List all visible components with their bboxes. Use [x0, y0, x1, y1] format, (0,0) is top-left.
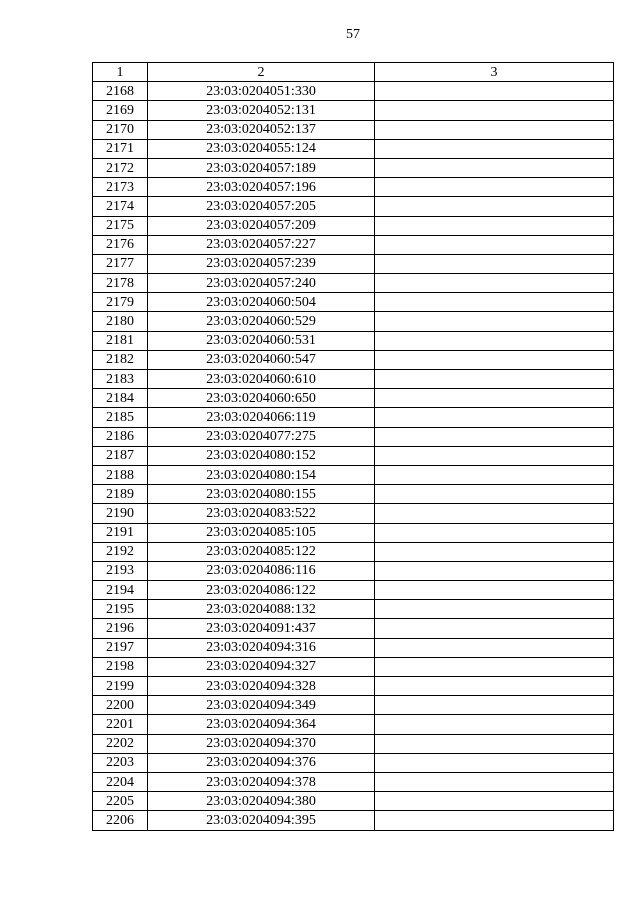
cadastral-number-cell: 23:03:0204094:380: [148, 792, 375, 811]
row-number-cell: 2171: [93, 139, 148, 158]
note-cell: [375, 216, 614, 235]
table-row: [93, 657, 614, 676]
table-row: [93, 216, 614, 235]
cadastral-number-cell: 23:03:0204057:205: [148, 197, 375, 216]
note-cell: [375, 139, 614, 158]
note-cell: [375, 465, 614, 484]
cadastral-number-cell: 23:03:0204060:531: [148, 331, 375, 350]
row-number-cell: 2181: [93, 331, 148, 350]
table-row: [93, 446, 614, 465]
table-row: [93, 638, 614, 657]
cadastral-number-cell: 23:03:0204080:155: [148, 485, 375, 504]
note-cell: [375, 600, 614, 619]
note-cell: [375, 638, 614, 657]
cadastral-number-cell: 23:03:0204060:547: [148, 350, 375, 369]
cadastral-number-cell: 23:03:0204077:275: [148, 427, 375, 446]
table-row: [93, 235, 614, 254]
note-cell: [375, 254, 614, 273]
cadastral-number-cell: 23:03:0204055:124: [148, 139, 375, 158]
row-number-cell: 2179: [93, 293, 148, 312]
note-cell: [375, 523, 614, 542]
note-cell: [375, 485, 614, 504]
note-cell: [375, 427, 614, 446]
table-row: [93, 254, 614, 273]
table-row: [93, 312, 614, 331]
note-cell: [375, 312, 614, 331]
cadastral-number-cell: 23:03:0204066:119: [148, 408, 375, 427]
table-row: [93, 465, 614, 484]
cadastral-number-cell: 23:03:0204094:316: [148, 638, 375, 657]
cadastral-number-cell: 23:03:0204094:376: [148, 753, 375, 772]
cadastral-number-cell: 23:03:0204094:364: [148, 715, 375, 734]
cadastral-number-cell: 23:03:0204060:529: [148, 312, 375, 331]
note-cell: [375, 158, 614, 177]
table-row: [93, 734, 614, 753]
cadastral-number-cell: 23:03:0204060:610: [148, 370, 375, 389]
note-cell: [375, 657, 614, 676]
cadastral-number-cell: 23:03:0204086:116: [148, 561, 375, 580]
table-row: [93, 581, 614, 600]
row-number-cell: 2172: [93, 158, 148, 177]
cadastral-number-cell: 23:03:0204080:154: [148, 465, 375, 484]
table-row: [93, 485, 614, 504]
row-number-cell: 2184: [93, 389, 148, 408]
cadastral-number-cell: 23:03:0204057:227: [148, 235, 375, 254]
table-row: [93, 82, 614, 101]
row-number-cell: 2176: [93, 235, 148, 254]
note-cell: [375, 696, 614, 715]
row-number-cell: 2183: [93, 370, 148, 389]
row-number-cell: 2189: [93, 485, 148, 504]
table-row: [93, 178, 614, 197]
table-row: [93, 753, 614, 772]
note-cell: [375, 753, 614, 772]
cadastral-number-cell: 23:03:0204051:330: [148, 82, 375, 101]
row-number-cell: 2170: [93, 120, 148, 139]
row-number-cell: 2196: [93, 619, 148, 638]
table-row: [93, 561, 614, 580]
cadastral-number-cell: 23:03:0204052:137: [148, 120, 375, 139]
note-cell: [375, 408, 614, 427]
table-row: [93, 331, 614, 350]
table-header: [93, 63, 614, 82]
row-number-cell: 2191: [93, 523, 148, 542]
cadastral-number-cell: 23:03:0204057:189: [148, 158, 375, 177]
cadastral-number-cell: 23:03:0204052:131: [148, 101, 375, 120]
cadastral-number-cell: 23:03:0204094:395: [148, 811, 375, 830]
note-cell: [375, 389, 614, 408]
row-number-cell: 2198: [93, 657, 148, 676]
column-header-1: 1: [93, 63, 148, 82]
table-row: [93, 293, 614, 312]
note-cell: [375, 82, 614, 101]
row-number-cell: 2178: [93, 274, 148, 293]
cadastral-number-cell: 23:03:0204094:378: [148, 772, 375, 791]
table-row: [93, 158, 614, 177]
note-cell: [375, 350, 614, 369]
cadastral-number-cell: 23:03:0204057:209: [148, 216, 375, 235]
note-cell: [375, 274, 614, 293]
cadastral-number-cell: 23:03:0204094:328: [148, 677, 375, 696]
row-number-cell: 2185: [93, 408, 148, 427]
column-header-3: 3: [375, 63, 614, 82]
row-number-cell: 2200: [93, 696, 148, 715]
header-row: [93, 63, 614, 82]
row-number-cell: 2204: [93, 772, 148, 791]
cadastral-number-cell: 23:03:0204086:122: [148, 581, 375, 600]
cadastral-number-cell: 23:03:0204057:239: [148, 254, 375, 273]
table-row: [93, 504, 614, 523]
note-cell: [375, 715, 614, 734]
cadastral-number-cell: 23:03:0204085:105: [148, 523, 375, 542]
table-row: [93, 120, 614, 139]
table-row: [93, 523, 614, 542]
note-cell: [375, 446, 614, 465]
registry-table: [92, 62, 614, 831]
note-cell: [375, 561, 614, 580]
table-row: [93, 139, 614, 158]
row-number-cell: 2201: [93, 715, 148, 734]
row-number-cell: 2205: [93, 792, 148, 811]
cadastral-number-cell: 23:03:0204085:122: [148, 542, 375, 561]
table-row: [93, 370, 614, 389]
row-number-cell: 2168: [93, 82, 148, 101]
table-row: [93, 696, 614, 715]
row-number-cell: 2173: [93, 178, 148, 197]
note-cell: [375, 120, 614, 139]
table-row: [93, 101, 614, 120]
cadastral-number-cell: 23:03:0204057:196: [148, 178, 375, 197]
row-number-cell: 2177: [93, 254, 148, 273]
cadastral-number-cell: 23:03:0204091:437: [148, 619, 375, 638]
note-cell: [375, 504, 614, 523]
table-row: [93, 715, 614, 734]
note-cell: [375, 101, 614, 120]
table-row: [93, 772, 614, 791]
page-number: 57: [346, 27, 360, 42]
cadastral-number-cell: 23:03:0204088:132: [148, 600, 375, 619]
row-number-cell: 2206: [93, 811, 148, 830]
cadastral-number-cell: 23:03:0204080:152: [148, 446, 375, 465]
row-number-cell: 2192: [93, 542, 148, 561]
table-row: [93, 408, 614, 427]
note-cell: [375, 581, 614, 600]
table-row: [93, 389, 614, 408]
table-body: [93, 82, 614, 830]
cadastral-number-cell: 23:03:0204094:370: [148, 734, 375, 753]
row-number-cell: 2169: [93, 101, 148, 120]
row-number-cell: 2186: [93, 427, 148, 446]
row-number-cell: 2193: [93, 561, 148, 580]
table-row: [93, 350, 614, 369]
row-number-cell: 2175: [93, 216, 148, 235]
table-row: [93, 274, 614, 293]
cadastral-number-cell: 23:03:0204060:650: [148, 389, 375, 408]
row-number-cell: 2197: [93, 638, 148, 657]
cadastral-number-cell: 23:03:0204083:522: [148, 504, 375, 523]
table-row: [93, 542, 614, 561]
note-cell: [375, 178, 614, 197]
cadastral-number-cell: 23:03:0204060:504: [148, 293, 375, 312]
column-header-2: 2: [148, 63, 375, 82]
row-number-cell: 2188: [93, 465, 148, 484]
table-row: [93, 677, 614, 696]
row-number-cell: 2187: [93, 446, 148, 465]
note-cell: [375, 235, 614, 254]
cadastral-number-cell: 23:03:0204057:240: [148, 274, 375, 293]
row-number-cell: 2202: [93, 734, 148, 753]
row-number-cell: 2174: [93, 197, 148, 216]
table-row: [93, 619, 614, 638]
row-number-cell: 2195: [93, 600, 148, 619]
note-cell: [375, 542, 614, 561]
row-number-cell: 2203: [93, 753, 148, 772]
table-row: [93, 792, 614, 811]
note-cell: [375, 293, 614, 312]
cadastral-number-cell: 23:03:0204094:349: [148, 696, 375, 715]
note-cell: [375, 197, 614, 216]
row-number-cell: 2182: [93, 350, 148, 369]
table-row: [93, 811, 614, 830]
table-row: [93, 427, 614, 446]
row-number-cell: 2190: [93, 504, 148, 523]
row-number-cell: 2199: [93, 677, 148, 696]
note-cell: [375, 811, 614, 830]
row-number-cell: 2194: [93, 581, 148, 600]
row-number-cell: 2180: [93, 312, 148, 331]
table-row: [93, 197, 614, 216]
note-cell: [375, 734, 614, 753]
cadastral-number-cell: 23:03:0204094:327: [148, 657, 375, 676]
table-row: [93, 600, 614, 619]
note-cell: [375, 772, 614, 791]
note-cell: [375, 677, 614, 696]
note-cell: [375, 331, 614, 350]
note-cell: [375, 370, 614, 389]
note-cell: [375, 619, 614, 638]
note-cell: [375, 792, 614, 811]
